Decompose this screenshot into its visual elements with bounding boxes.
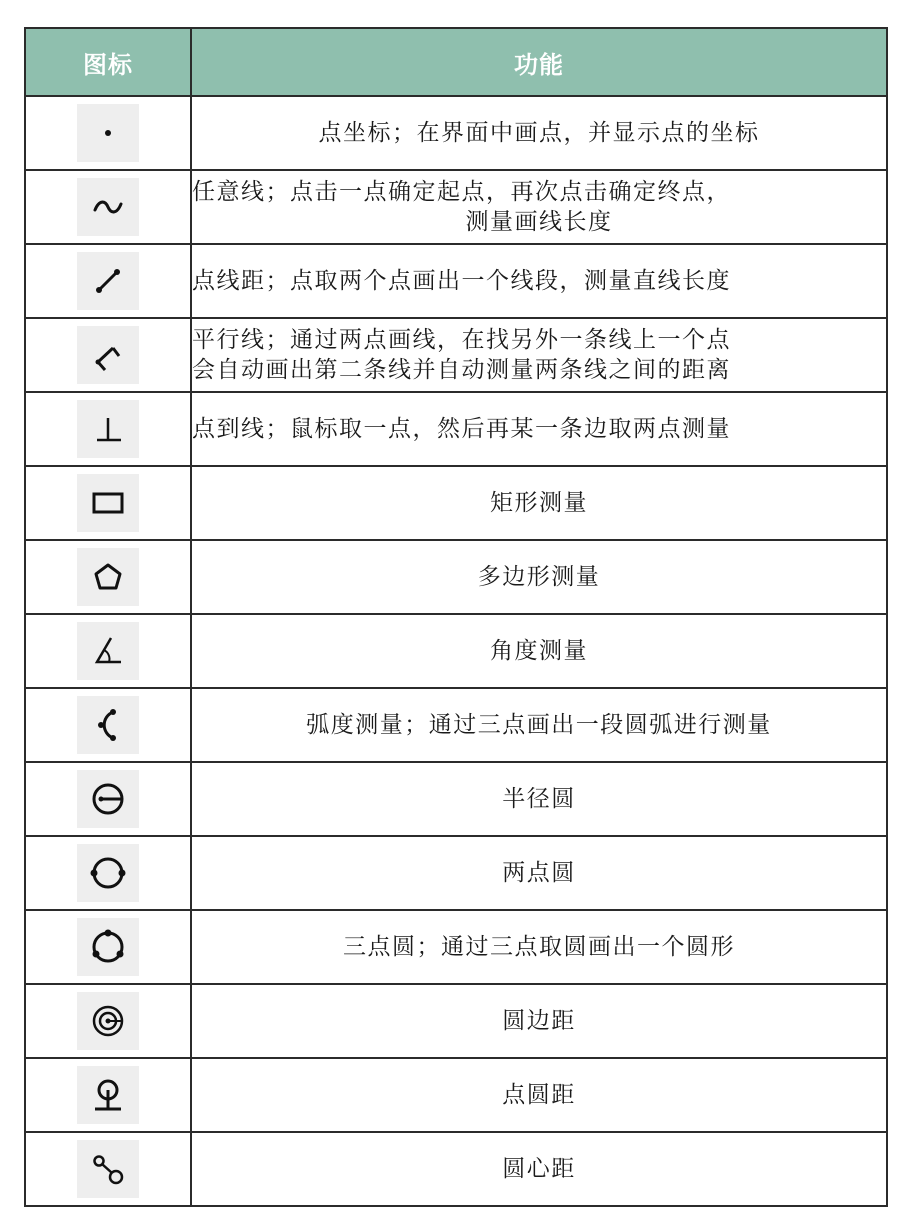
two-point-circle-icon[interactable] <box>77 844 139 902</box>
angle-icon[interactable] <box>77 622 139 680</box>
row-function-text: 点圆距 <box>502 1082 576 1108</box>
table-row <box>25 466 887 540</box>
table-header-row <box>25 28 887 96</box>
table-row <box>25 836 887 910</box>
row-function-text-line2: 测量画线长度 <box>465 209 613 235</box>
header-function: 功能 <box>191 28 887 96</box>
table-row <box>25 762 887 836</box>
row-function-text: 圆边距 <box>502 1008 576 1034</box>
table-row <box>25 540 887 614</box>
table-row <box>25 170 887 244</box>
parallel-line-icon[interactable] <box>77 326 139 384</box>
row-function-text: 角度测量 <box>490 638 588 664</box>
freehand-line-icon[interactable] <box>77 178 139 236</box>
row-function-text: 半径圆 <box>502 786 576 812</box>
point-icon[interactable] <box>77 104 139 162</box>
row-function-text: 三点圆；通过三点取圆画出一个圆形 <box>343 934 735 960</box>
row-function-text-line2: 会自动画出第二条线并自动测量两条线之间的距离 <box>192 357 731 383</box>
three-point-circle-icon[interactable] <box>77 918 139 976</box>
row-function-text: 任意线；点击一点确定起点，再次点击确定终点， <box>192 179 731 205</box>
table-row <box>25 910 887 984</box>
row-function-text: 两点圆 <box>502 860 576 886</box>
center-distance-icon[interactable] <box>77 1140 139 1198</box>
table-row <box>25 244 887 318</box>
row-function-text: 圆心距 <box>502 1156 576 1182</box>
point-to-line-icon[interactable] <box>77 400 139 458</box>
row-function-text: 点线距；点取两个点画出一个线段，测量直线长度 <box>192 268 731 294</box>
rectangle-icon[interactable] <box>77 474 139 532</box>
point-circle-distance-icon[interactable] <box>77 1066 139 1124</box>
circle-edge-distance-icon[interactable] <box>77 992 139 1050</box>
table-row <box>25 1058 887 1132</box>
polygon-icon[interactable] <box>77 548 139 606</box>
row-function-text: 点坐标；在界面中画点，并显示点的坐标 <box>318 120 760 146</box>
header-icon: 图标 <box>25 28 191 96</box>
arc-icon[interactable] <box>77 696 139 754</box>
row-function-text: 点到线；鼠标取一点，然后再某一条边取两点测量 <box>192 416 731 442</box>
row-function-text: 矩形测量 <box>490 490 588 516</box>
row-function-text: 平行线；通过两点画线，在找另外一条线上一个点 <box>192 327 731 353</box>
table-row <box>25 1132 887 1206</box>
table-row <box>25 392 887 466</box>
table-row <box>25 318 887 392</box>
measurement-tools-table <box>24 27 888 1207</box>
row-function-text: 弧度测量；通过三点画出一段圆弧进行测量 <box>306 712 772 738</box>
row-function-text: 多边形测量 <box>477 564 601 590</box>
point-line-distance-icon[interactable] <box>77 252 139 310</box>
table-row <box>25 614 887 688</box>
table-row <box>25 984 887 1058</box>
table-row <box>25 688 887 762</box>
radius-circle-icon[interactable] <box>77 770 139 828</box>
table-row <box>25 96 887 170</box>
